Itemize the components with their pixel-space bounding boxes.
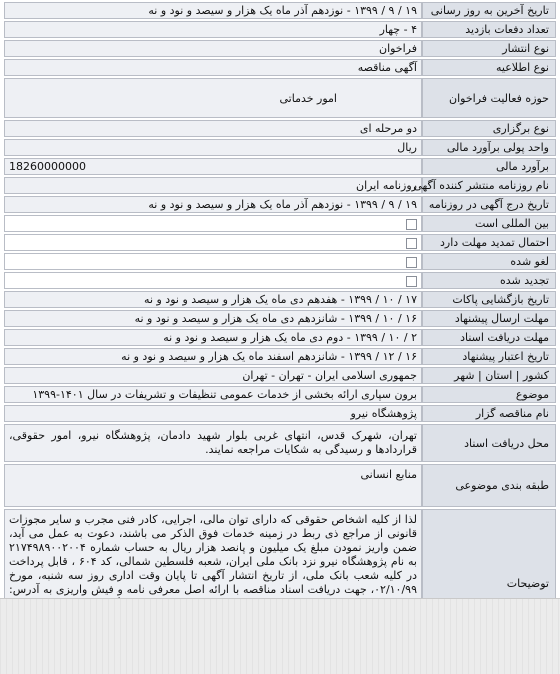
row-docs-deadline [4,329,556,346]
value-validity: ۱۶ / ۱۲ / ۱۳۹۹ - شانزدهم اسفند ماه یک هزار و سیصد و نود و نه [4,348,422,365]
tender-details-panel [4,0,556,659]
row-last-update [4,2,556,19]
value-renewed [4,272,422,289]
label-extension: احتمال تمدید مهلت دارد [422,234,556,251]
footer-band [0,598,560,674]
value-category: منابع انسانی [4,464,422,507]
row-international [4,215,556,232]
row-opening-date [4,291,556,308]
activity-field-text: امور خدماتی [279,91,337,105]
label-docs-place: محل دریافت اسناد [422,424,556,462]
row-renewed [4,272,556,289]
row-docs-place [4,424,556,462]
label-activity-field: حوزه فعالیت فراخوان [422,78,556,118]
label-publish-type: نوع انتشار [422,40,556,57]
row-holding-type [4,120,556,137]
label-holding-type: نوع برگزاری [422,120,556,137]
value-submit-deadline: ۱۶ / ۱۰ / ۱۳۹۹ - شانزدهم دی ماه یک هزار و سیصد و نود و نه [4,310,422,327]
value-cancelled [4,253,422,270]
label-cancelled: لغو شده [422,253,556,270]
label-location: کشور | استان | شهر [422,367,556,384]
international-checkbox [406,219,417,230]
value-docs-place: تهران، شهرک قدس، انتهای غربی بلوار شهید دادمان، پژوهشگاه نیرو، امور حقوقی، قراردادها و رسیدگی به شکایات مراجعه نمایند. [4,424,422,462]
label-tenderer: نام مناقصه گزار [422,405,556,422]
row-publish-type [4,40,556,57]
row-subject [4,386,556,403]
row-cancelled [4,253,556,270]
value-docs-deadline: ۲ / ۱۰ / ۱۳۹۹ - دوم دی ماه یک هزار و سیصد و نود و نه [4,329,422,346]
value-newspaper: روزنامه ایران [4,177,422,194]
label-submit-deadline: مهلت ارسال پیشنهاد [422,310,556,327]
label-subject: موضوع [422,386,556,403]
label-international: بین المللی است [422,215,556,232]
row-currency [4,139,556,156]
value-publish-type: فراخوان [4,40,422,57]
label-notice-type: نوع اطلاعیه [422,59,556,76]
row-tenderer [4,405,556,422]
value-activity-field [4,78,422,118]
row-location [4,367,556,384]
label-estimate: برآورد مالی [422,158,556,175]
extension-checkbox [406,238,417,249]
value-international [4,215,422,232]
value-location: جمهوری اسلامی ایران - تهران - تهران [4,367,422,384]
label-newspaper-date: تاریخ درج آگهی در روزنامه [422,196,556,213]
label-category: طبقه بندی موضوعی [422,464,556,507]
label-currency: واحد پولی برآورد مالی [422,139,556,156]
label-newspaper: نام روزنامه منتشر کننده آگهی [422,177,556,194]
value-tenderer: پژوهشگاه نیرو [4,405,422,422]
label-description: توضیحات [422,509,556,657]
value-visit-count: ۴ - چهار [4,21,422,38]
row-validity [4,348,556,365]
row-extension [4,234,556,251]
row-notice-type [4,59,556,76]
row-visit-count [4,21,556,38]
row-newspaper-date [4,196,556,213]
label-visit-count: تعداد دفعات بازدید [422,21,556,38]
row-estimate [4,158,556,175]
row-submit-deadline [4,310,556,327]
label-renewed: تجدید شده [422,272,556,289]
row-newspaper [4,177,556,194]
value-notice-type: آگهی مناقصه [4,59,422,76]
value-subject: برون سپاری ارائه بخشی از خدمات عمومی تنظیفات و تشریفات در سال ۱۴۰۱-۱۳۹۹ [4,386,422,403]
value-description: لذا از کلیه اشخاص حقوقی که دارای توان مالی، اجرایی، کادر فنی مجرب و سایر مجوزات قانونی از مراجع ذی ربط در زمینه خدمات فوق الذکر می باشند، دعوت به عمل می آید، ضمن واریز نمودن مبلغ یک میلیون و پانصد هزار ریال به حساب شماره ۲۱۷۴۹۸۹۰۰۲۰۰۴ به نام پژوهشگاه نیرو نزد بانک ملی ایران، شعبه فلسطین شمالی، کد ۶۰۴ ، قابل پرداخت در کلیه شعب بانک ملی، از تاریخ انتشار آگهی تا پایان وقت اداری روز سه شنبه، مورخ ۰۲/۱۰/۹۹، جهت دریافت اسناد مناقصه با ارائه اصل معرفی نامه و فیش واریزی به آدرس: [4,509,422,657]
value-newspaper-date: ۱۹ / ۹ / ۱۳۹۹ - نوزدهم آذر ماه یک هزار و سیصد و نود و نه [4,196,422,213]
row-activity-field [4,78,556,118]
value-currency: ریال [4,139,422,156]
label-last-update: تاریخ آخرین به روز رسانی [422,2,556,19]
tender-details-table [4,0,556,659]
row-category [4,464,556,507]
renewed-checkbox [406,276,417,287]
value-last-update: ۱۹ / ۹ / ۱۳۹۹ - نوزدهم آذر ماه یک هزار و سیصد و نود و نه [4,2,422,19]
value-opening-date: ۱۷ / ۱۰ / ۱۳۹۹ - هفدهم دی ماه یک هزار و سیصد و نود و نه [4,291,422,308]
cancelled-checkbox [406,257,417,268]
value-extension [4,234,422,251]
value-estimate: 18260000000 [4,158,422,175]
label-validity: تاریخ اعتبار پیشنهاد [422,348,556,365]
label-docs-deadline: مهلت دریافت اسناد [422,329,556,346]
label-opening-date: تاریخ بازگشایی پاکات [422,291,556,308]
value-holding-type: دو مرحله ای [4,120,422,137]
